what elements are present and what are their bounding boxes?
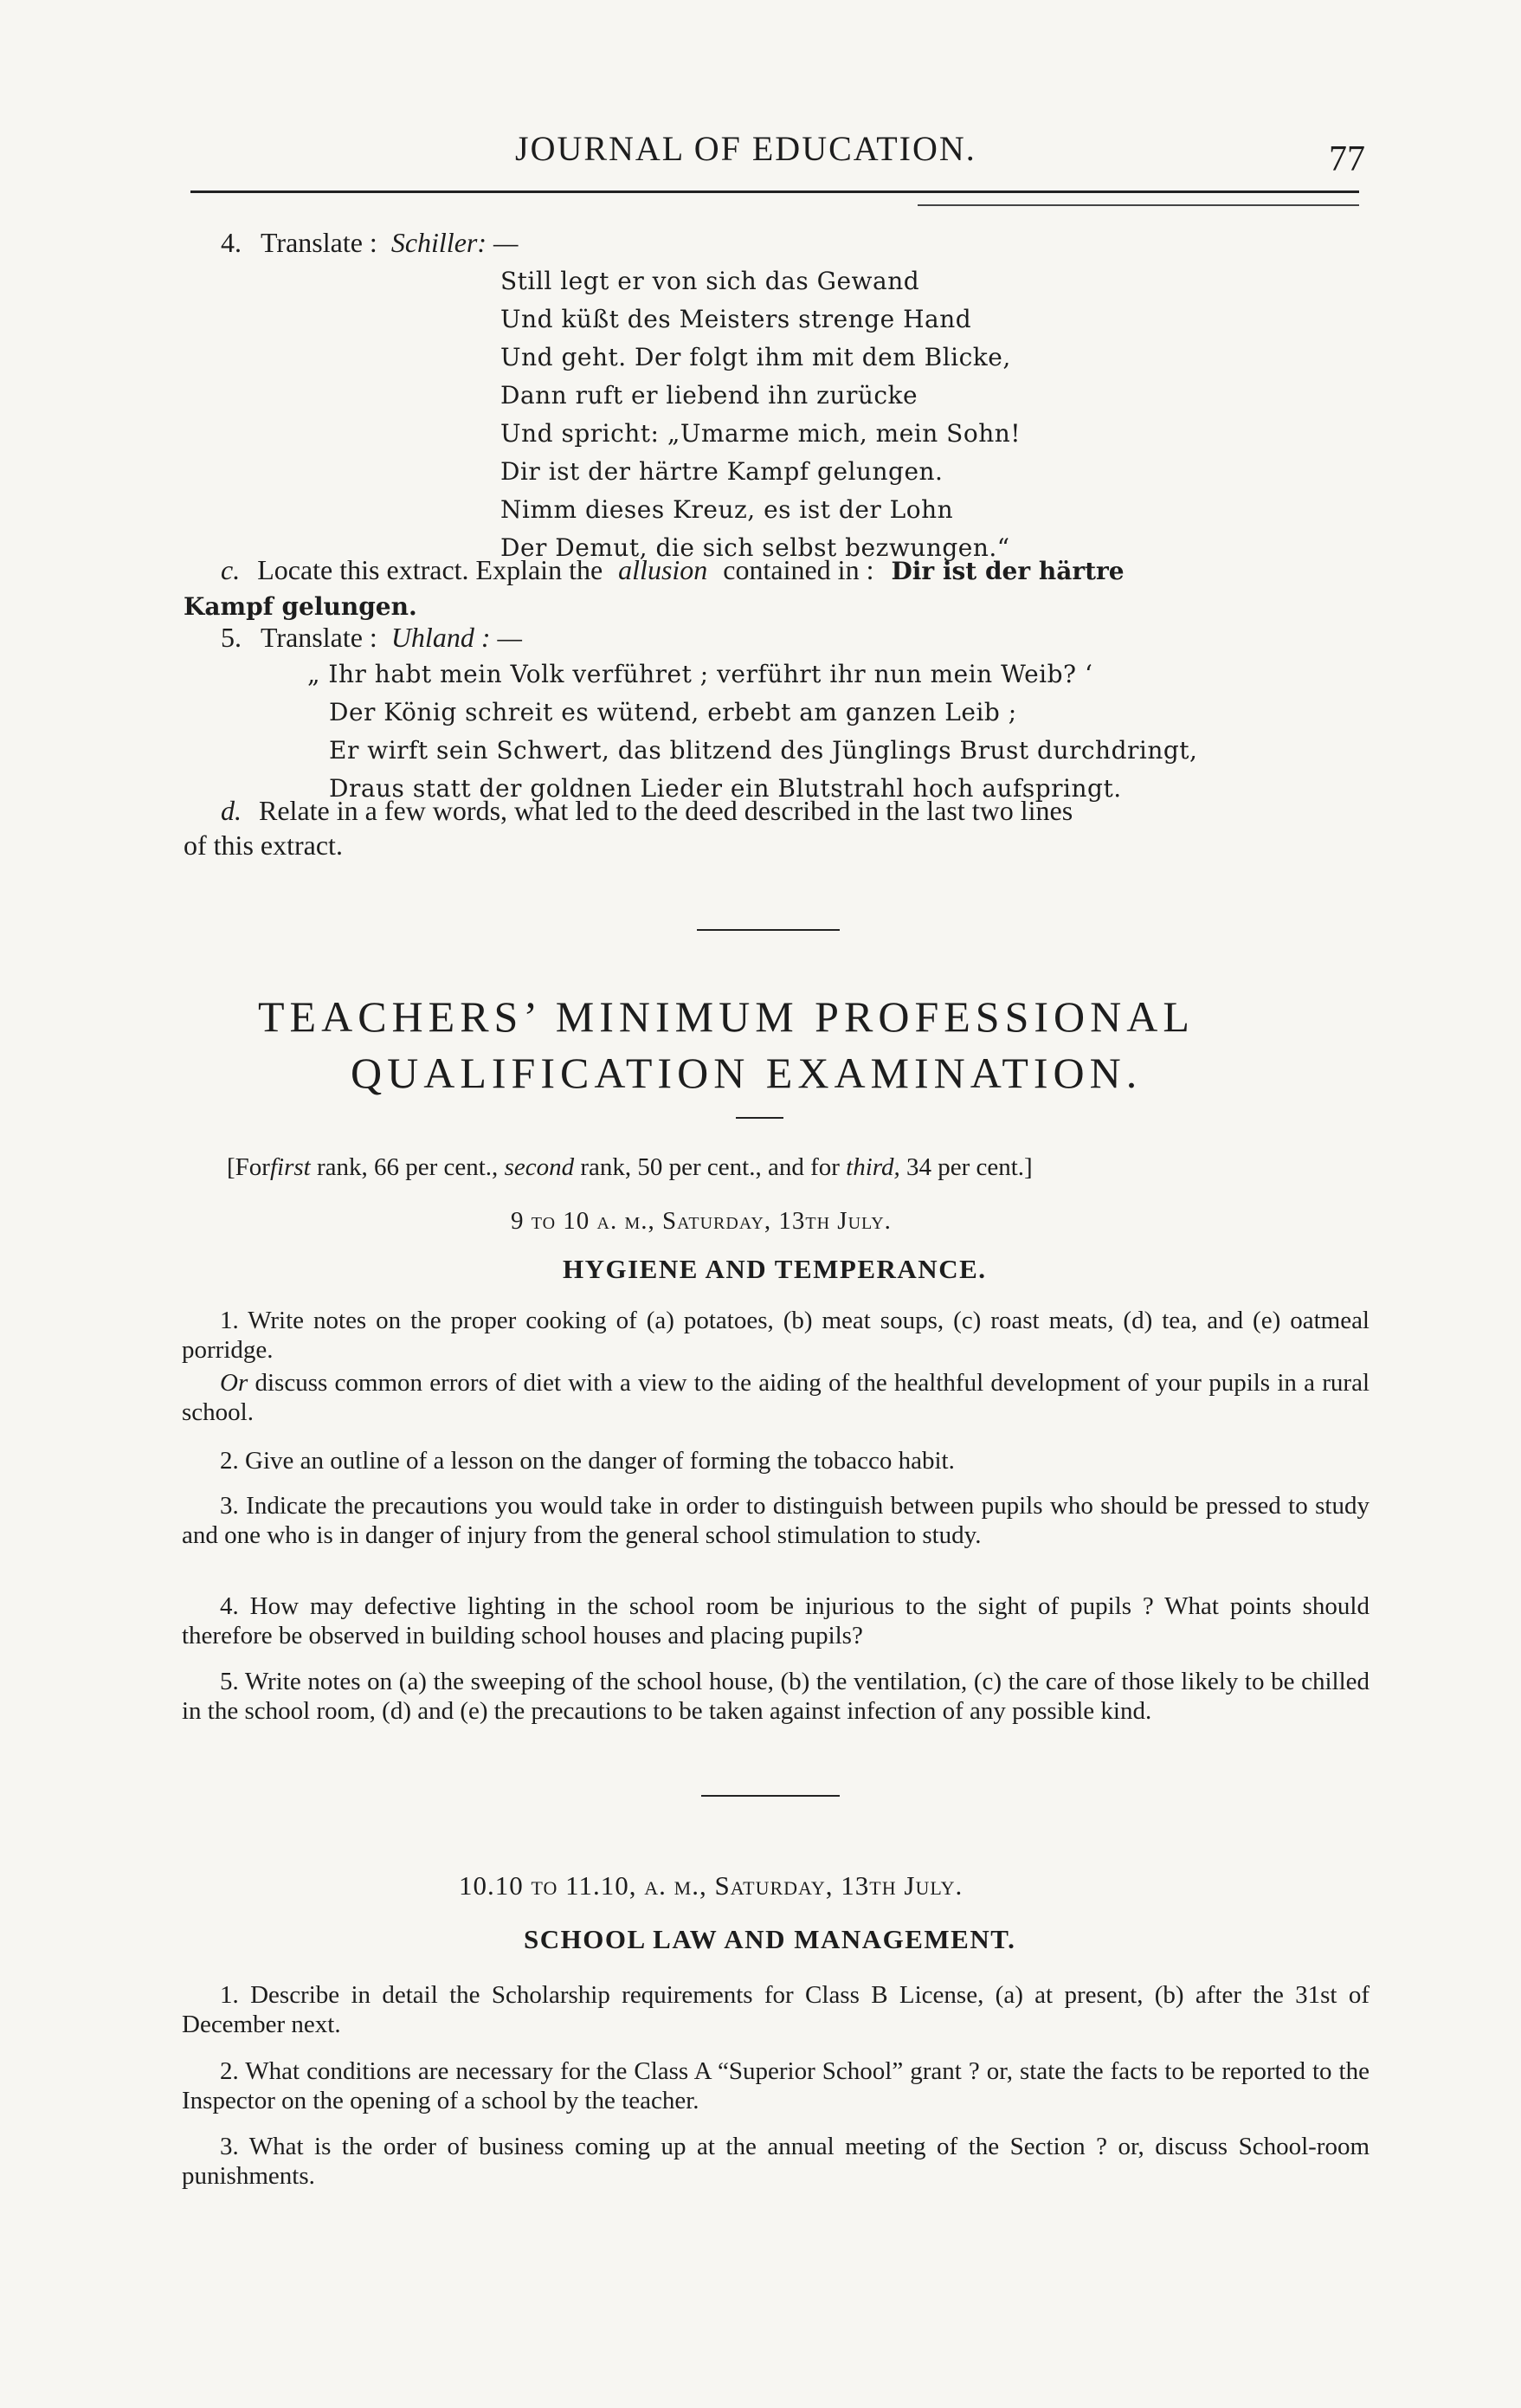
uhland-line: Er wirft sein Schwert, das blitzend des Jünglings Brust durchdringt, <box>329 736 1198 765</box>
uhland-line: Draus statt der goldnen Lieder ein Blutstrahl hoch aufspringt. <box>329 774 1122 803</box>
uhland-line: Der König schreit es wütend, erbebt am ganzen Leib ; <box>329 698 1017 726</box>
hygiene-question-1: 1. Write notes on the proper cooking of (a) potatoes, (b) meat soups, (c) roast meats, (d) tea, and (e) oatmeal porridge. <box>182 1307 1370 1364</box>
law-question-2: 2. What conditions are necessary for the Class A “Superior School” grant ? or, state the facts to be reported to the Inspector on the opening of a school by the teacher. <box>182 2057 1370 2114</box>
schiller-line: Dir ist der härtre Kampf gelungen. <box>500 457 944 486</box>
question-c-quote-cont: Kampf gelungen. <box>184 592 417 621</box>
session-1-subject: HYGIENE AND TEMPERANCE. <box>563 1254 987 1284</box>
question-c: c. Locate this extract. Explain the allusion contained in : Dir ist der härtre <box>221 554 1125 585</box>
law-question-1: 1. Describe in detail the Scholarship requirements for Class B License, (a) at present, (b) after the 31st of December next. <box>182 1981 1370 2038</box>
hygiene-question-5: 5. Write notes on (a) the sweeping of the school house, (b) the ventilation, (c) the care of those likely to be chilled in the school room, (d) and (e) the precautions to be taken against infection of any possible kind. <box>182 1668 1370 1725</box>
hygiene-question-1-or: Or discuss common errors of diet with a view to the aiding of the healthful development of your pupils in a rural school. <box>182 1369 1370 1426</box>
schiller-line: Und geht. Der folgt ihm mit dem Blicke, <box>500 343 1011 371</box>
uhland-line: „ Ihr habt mein Volk verführet ; verführt ihr nun mein Weib? ‘ <box>307 660 1093 688</box>
schiller-line: Und küßt des Meisters strenge Hand <box>500 305 972 333</box>
exam-title-line1: TEACHERS’ MINIMUM PROFESSIONAL <box>258 992 1195 1041</box>
session-2-time: 10.10 to 11.10, a. m., Saturday, 13th July. <box>459 1870 964 1901</box>
question-d: d. Relate in a few words, what led to the deed described in the last two lines <box>221 795 1073 826</box>
schiller-line: Dann ruft er liebend ihn zurücke <box>500 381 918 410</box>
session-1-time: 9 to 10 a. m., Saturday, 13th July. <box>511 1207 892 1235</box>
session-2-subject: SCHOOL LAW AND MANAGEMENT. <box>524 1924 1016 1954</box>
question-d-cont: of this extract. <box>184 830 343 861</box>
schiller-line: Der Demut, die sich selbst bezwungen.“ <box>500 533 1010 562</box>
header-rule <box>190 190 1359 193</box>
running-title: JOURNAL OF EDUCATION. <box>515 129 976 168</box>
schiller-line: Nimm dieses Kreuz, es ist der Lohn <box>500 495 954 524</box>
question-5-heading: 5. Translate : Uhland : — <box>221 622 522 653</box>
section-divider <box>701 1795 840 1797</box>
schiller-line: Still legt er von sich das Gewand <box>500 267 920 295</box>
hygiene-question-3: 3. Indicate the precautions you would take in order to distinguish between pupils who should be pressed to study and one who is in danger of injury from the general school stimulation to study. <box>182 1492 1370 1549</box>
page-number: 77 <box>1329 139 1365 179</box>
hygiene-question-4: 4. How may defective lighting in the school room be injurious to the sight of pupils ? What points should therefore be observed in building school houses and placing pupils? <box>182 1592 1370 1649</box>
exam-title-line2: QUALIFICATION EXAMINATION. <box>351 1049 1143 1097</box>
schiller-line: Und spricht: „Umarme mich, mein Sohn! <box>500 419 1022 448</box>
law-question-3: 3. What is the order of business coming up at the annual meeting of the Section ? or, discuss School-room punishments. <box>182 2133 1370 2190</box>
hygiene-question-2: 2. Give an outline of a lesson on the danger of forming the tobacco habit. <box>220 1447 955 1475</box>
title-dash <box>736 1117 783 1119</box>
header-rule-secondary <box>918 204 1359 206</box>
question-4-heading: 4. Translate : Schiller: — <box>221 227 519 258</box>
rank-requirements: [Forfirst rank, 66 per cent., second rank, 50 per cent., and for third, 34 per cent.] <box>227 1153 1033 1181</box>
section-divider <box>697 929 840 931</box>
